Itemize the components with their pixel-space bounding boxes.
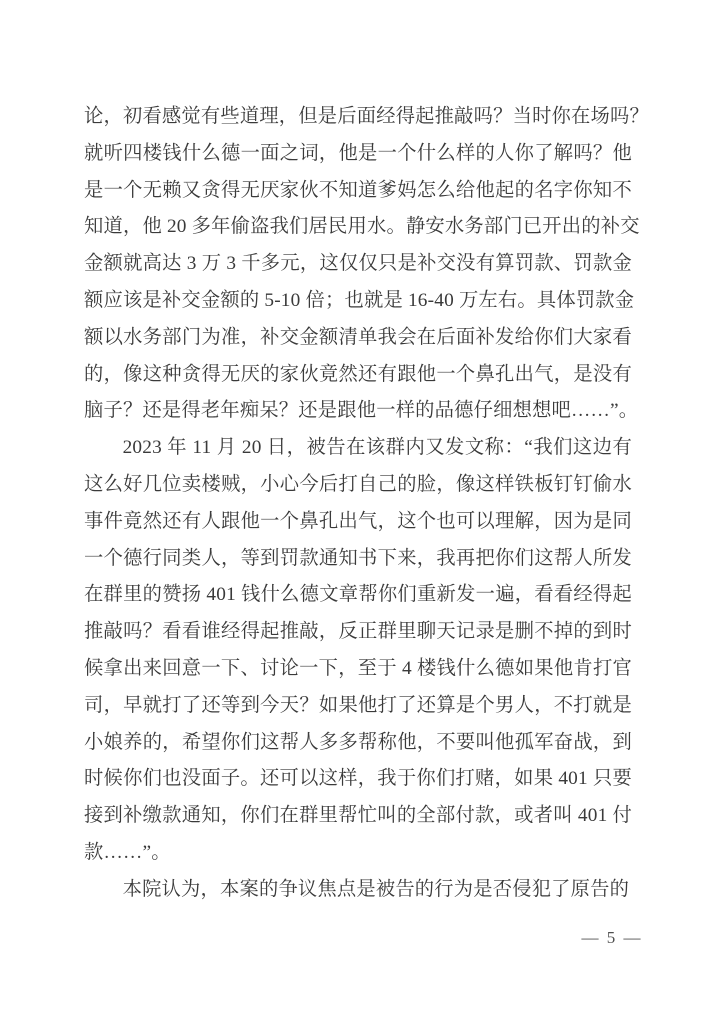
text-line: 司，早就打了还等到今天？如果他打了还算是个男人，不打就是	[84, 694, 632, 716]
text-line: 就听四楼钱什么德一面之词，他是一个什么样的人你了解吗？他	[84, 142, 632, 164]
text-line: 推敲吗？看看谁经得起推敲，反正群里聊天记录是删不掉的到时	[84, 621, 632, 643]
text-line: 2023 年 11 月 20 日，被告在该群内又发文称：“我们这边有	[122, 437, 632, 459]
text-line: 额应该是补交金额的 5-10 倍；也就是 16-40 万左右。具体罚款金	[84, 289, 635, 311]
text-line: 论，初看感觉有些道理，但是后面经得起推敲吗？当时你在场吗？	[84, 106, 649, 127]
body-text	[84, 99, 649, 909]
text-line: 金额就高达 3 万 3 千多元，这仅仅只是补交没有算罚款、罚款金	[84, 253, 632, 275]
text-line: 在群里的赞扬 401 钱什么德文章帮你们重新发一遍，看看经得起	[84, 584, 632, 606]
text-line: 额以水务部门为准，补交金额清单我会在后面补发给你们大家看	[84, 326, 632, 348]
text-line: 知道，他 20 多年偷盗我们居民用水。静安水务部门已开出的补交	[84, 216, 640, 238]
text-line: 时候你们也没面子。还可以这样，我于你们打赌，如果 401 只要	[84, 768, 632, 790]
paragraph	[84, 99, 649, 430]
text-line: 这么好几位卖楼贼，小心今后打自己的脸，像这样铁板钉钉偷水	[84, 473, 632, 495]
text-line: 是一个无赖又贪得无厌家伙不知道爹妈怎么给他起的名字你知不	[84, 179, 632, 201]
text-line: 一个德行同类人，等到罚款通知书下来，我再把你们这帮人所发	[84, 547, 632, 569]
text-line: 候拿出来回意一下、讨论一下，至于 4 楼钱什么德如果他肯打官	[84, 657, 632, 679]
text-line: 的，像这种贪得无厌的家伙竟然还有跟他一个鼻孔出气，是没有	[84, 363, 632, 385]
text-line: 事件竟然还有人跟他一个鼻孔出气，这个也可以理解，因为是同	[84, 510, 632, 532]
text-line: 接到补缴款通知，你们在群里帮忙叫的全部付款，或者叫 401 付	[84, 805, 632, 827]
text-line: 小娘养的，希望你们这帮人多多帮称他，不要叫他孤军奋战，到	[84, 731, 632, 753]
page-number: — 5 —	[581, 928, 643, 947]
text-line: 本院认为，本案的争议焦点是被告的行为是否侵犯了原告的	[122, 878, 630, 900]
text-line: 款……”。	[84, 841, 171, 863]
paragraph	[84, 430, 632, 872]
text-line: 脑子？还是得老年痴呆？还是跟他一样的品德仔细想想吧……”。	[84, 400, 639, 422]
paragraph	[84, 872, 632, 909]
